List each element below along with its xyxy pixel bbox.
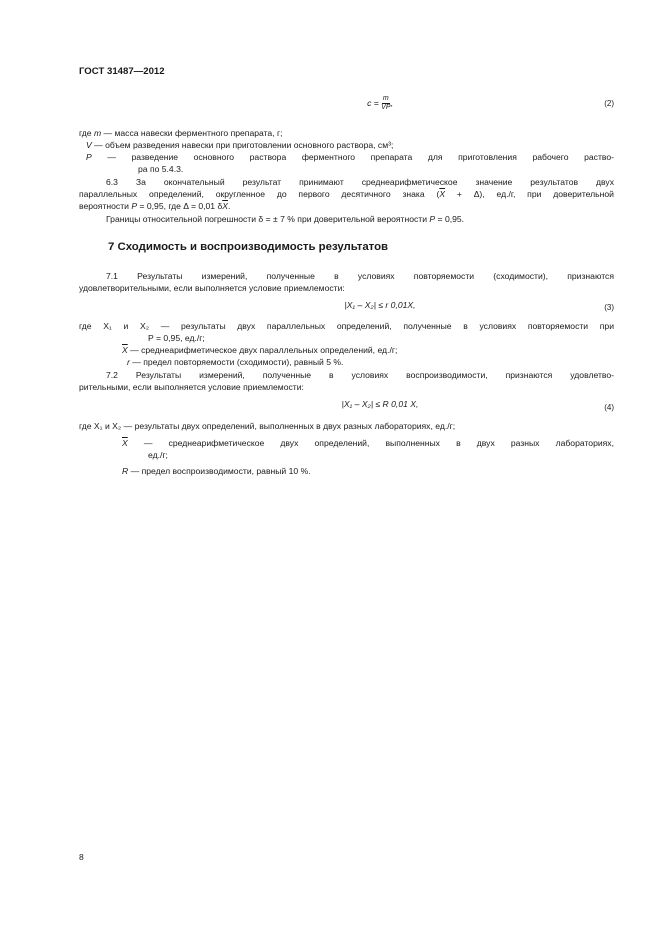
- where-2-line-3: P — разведение основного раствора ферментного препарата для приготовления рабочего раство-: [86, 152, 614, 162]
- where-3-line-3: $\overline{X}$ — среднеарифметическое двух параллельных определений, ед./г;: [122, 345, 398, 355]
- formula-4: |X₁ – X₂| ≤ R 0,01 X,: [341, 399, 419, 409]
- formula-3: |X₁ – X₂| ≤ r 0,01X,: [344, 300, 416, 310]
- where-2-line-4: ра по 5.4.3.: [138, 164, 184, 174]
- formula-2-fraction: [381, 95, 390, 112]
- formula-2-denominator: VP: [381, 104, 391, 111]
- para-6-3-line-4: Границы относительной погрешности δ = ± 7 % при доверительной вероятности P = 0,95.: [106, 214, 465, 224]
- where-4-line-3: ед./г;: [148, 450, 168, 460]
- formula-2: [300, 95, 460, 112]
- para-7-1-line-1: 7.1 Результаты измерений, полученные в условиях повторяемости (сходимости), признаются: [106, 271, 614, 281]
- formula-2-tail: ,: [390, 97, 393, 108]
- para-7-2-line-2: рительными, если выполняется условие приемлемости:: [79, 382, 304, 392]
- formula-2-number: (2): [604, 99, 614, 108]
- para-6-3-line-1: 6.3 За окончательный результат принимают среднеарифметическое значение результатов двух: [106, 177, 614, 187]
- formula-2-lhs: c =: [367, 97, 379, 108]
- document-header: ГОСТ 31487—2012: [79, 66, 165, 77]
- formula-4-number: (4): [604, 403, 614, 412]
- para-6-3-line-2: параллельных определений, округленное до первого десятичного знака $(\overline{X} + \Delta)$, ед./г, при доверительной: [79, 189, 614, 199]
- para-7-1-line-2: удовлетворительными, если выполняется условие приемлемости:: [79, 283, 345, 293]
- where-3-line-4: r — предел повторяемости (сходимости), равный 5 %.: [127, 357, 344, 367]
- page-number: 8: [79, 852, 84, 862]
- where-3-line-1: где X₁ и X₂ — результаты двух параллельных определений, полученные в условиях повторяемости при: [79, 321, 614, 331]
- para-6-3-line-3: вероятности P = 0,95, где Δ = 0,01 $\delta\overline{X}$.: [79, 201, 231, 211]
- where-2-line-1: где m — масса навески ферментного препарата, г;: [79, 128, 283, 138]
- formula-3-number: (3): [604, 303, 614, 312]
- where-4-line-1: где X₁ и X₂ — результаты двух определений, выполненных в двух разных лабораториях, ед./г;: [79, 421, 456, 431]
- para-7-2-line-1: 7.2 Результаты измерений, полученные в условиях воспроизводимости, признаются удовлетво-: [106, 370, 614, 380]
- section-7-heading: 7 Сходимость и воспроизводимость результатов: [108, 241, 389, 253]
- where-3-line-2: P = 0,95, ед./г;: [148, 333, 205, 343]
- where-4-line-2: $\overline{X}$ — среднеарифметическое двух определений, выполненных в двух разных лабораториях,: [122, 438, 614, 448]
- formula-2-numerator: m: [382, 95, 389, 102]
- where-4-line-4: R — предел воспроизводимости, равный 10 %.: [122, 466, 311, 476]
- where-2-line-2: V — объем разведения навески при приготовлении основного раствора, см³;: [86, 140, 394, 150]
